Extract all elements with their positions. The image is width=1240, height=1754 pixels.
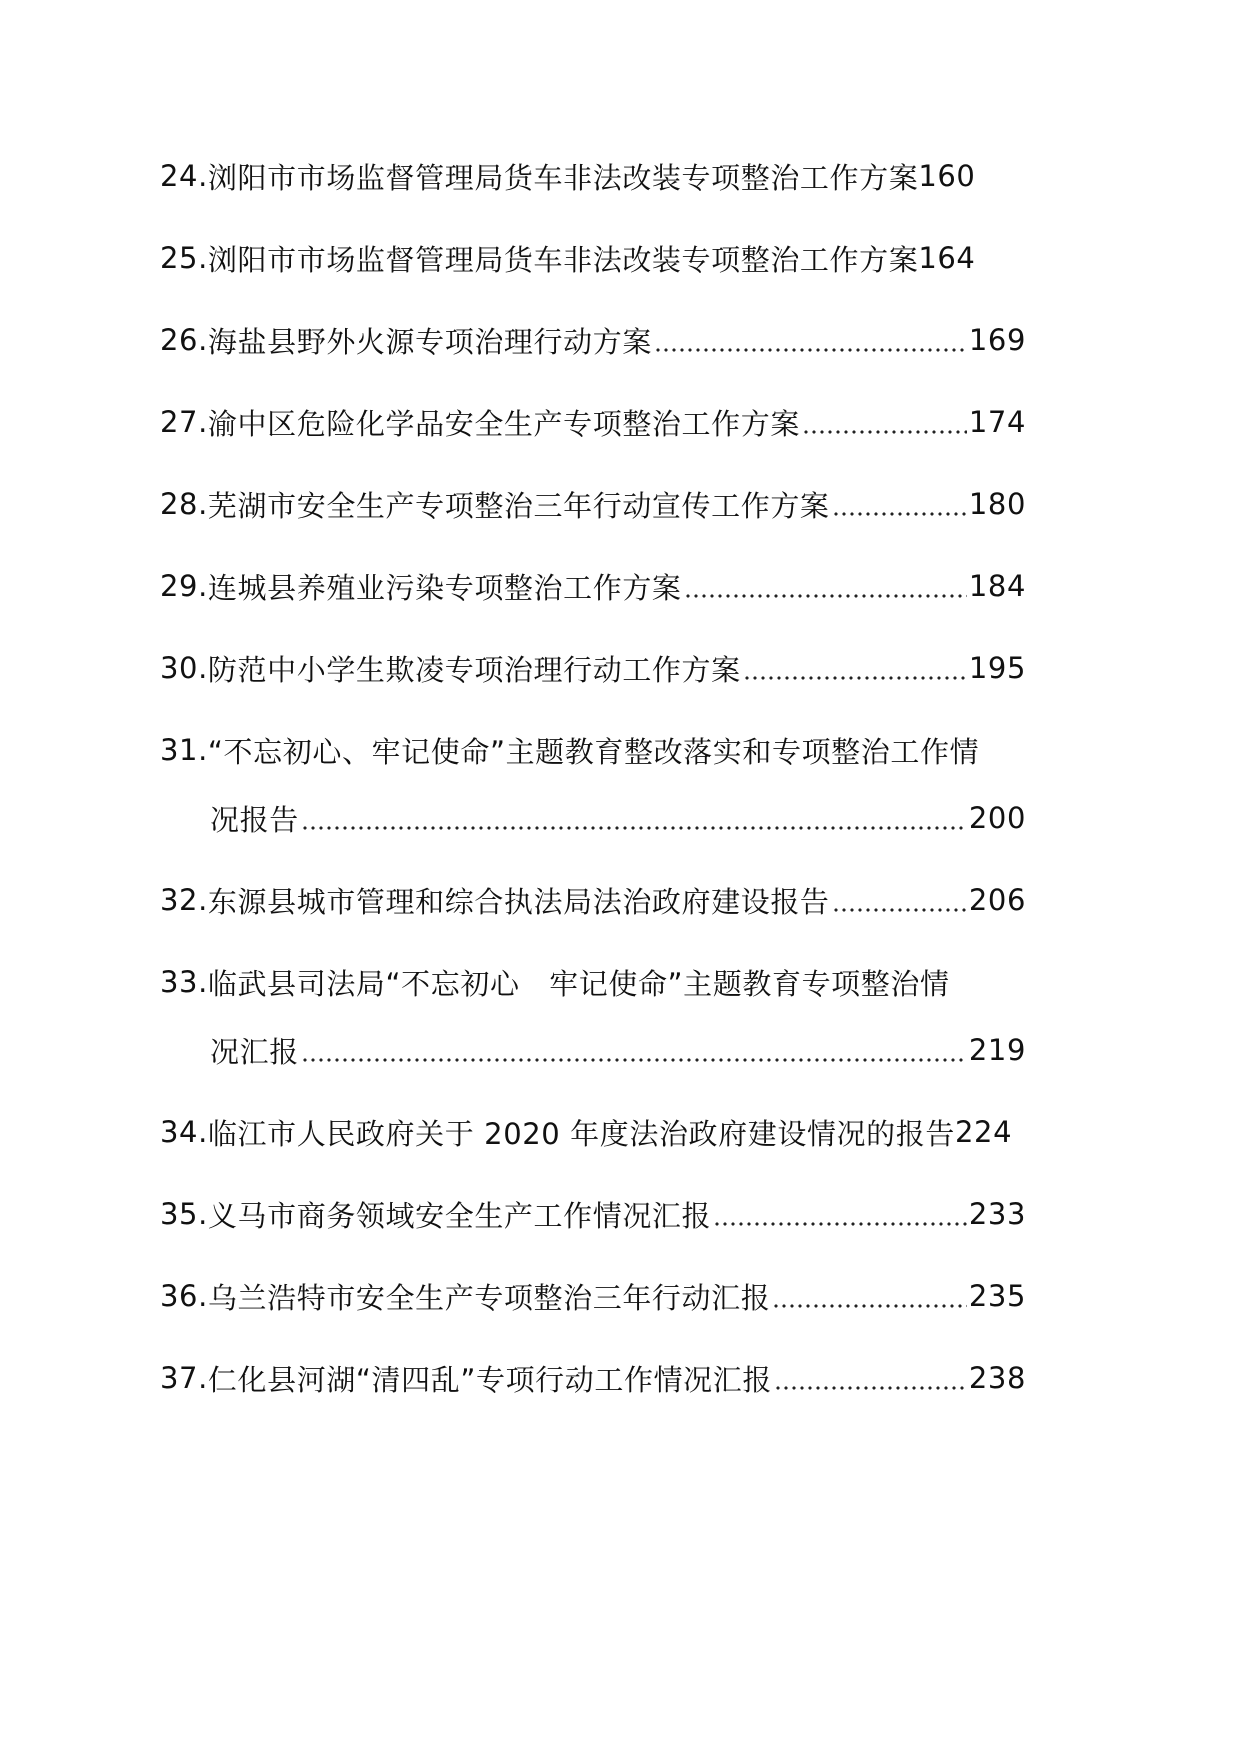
entry-page-number: 160 (918, 159, 976, 193)
entry-page-number: 233 (968, 1197, 1026, 1231)
entry-page-number: 169 (968, 323, 1026, 357)
entry-page-number: 224 (954, 1115, 1013, 1149)
toc-entry-37 (160, 1348, 1026, 1408)
entry-title: 乌兰浩特市安全生产专项整治三年行动汇报 (207, 1280, 771, 1315)
entry-number: 25. (160, 241, 208, 275)
toc-entry-29 (160, 556, 1026, 616)
entry-page-number: 200 (968, 801, 1026, 835)
dot-leader (301, 1057, 967, 1063)
entry-title: 渝中区危险化学品安全生产专项整治工作方案 (207, 406, 800, 441)
entry-number: 26. (160, 323, 208, 357)
entry-title: “不忘初心、牢记使命”主题教育整改落实和专项整治工作情 (207, 734, 980, 769)
dot-leader (832, 907, 967, 913)
entry-title: 连城县养殖业污染专项整治工作方案 (207, 570, 682, 605)
dot-leader (802, 429, 967, 435)
toc-entry-36 (160, 1266, 1026, 1326)
dot-leader (684, 593, 967, 599)
dot-leader (301, 825, 967, 831)
entry-title: 义马市商务领域安全生产工作情况汇报 (207, 1198, 712, 1233)
dot-leader (654, 347, 967, 353)
entry-page-number: 195 (968, 651, 1026, 685)
entry-title: 东源县城市管理和综合执法局法治政府建设报告 (207, 884, 830, 919)
toc-entry-32 (160, 870, 1026, 930)
entry-number: 24. (160, 159, 208, 193)
entry-title: 海盐县野外火源专项治理行动方案 (207, 324, 652, 359)
entry-title: 防范中小学生欺凌专项治理行动工作方案 (207, 652, 741, 687)
entry-number: 28. (160, 487, 208, 521)
dot-leader (832, 511, 967, 517)
entry-number: 35. (160, 1197, 208, 1231)
entry-title: 浏阳市市场监督管理局货车非法改装专项整治工作方案 (207, 242, 919, 277)
entry-title: 浏阳市市场监督管理局货车非法改装专项整治工作方案 (207, 160, 919, 195)
entry-number: 30. (160, 651, 208, 685)
entry-number: 36. (160, 1279, 208, 1313)
toc-entry-35 (160, 1184, 1026, 1244)
entry-page-number: 235 (968, 1279, 1026, 1313)
toc-entry-26 (160, 310, 1026, 370)
entry-title: 芜湖市安全生产专项整治三年行动宣传工作方案 (207, 488, 830, 523)
entry-page-number: 164 (918, 241, 976, 275)
entry-page-number: 174 (968, 405, 1026, 439)
entry-page-number: 184 (968, 569, 1026, 603)
toc-entry-25 (160, 228, 1105, 288)
entry-number: 29. (160, 569, 208, 603)
entry-page-number: 238 (968, 1361, 1026, 1395)
toc-entry-34 (160, 1102, 1120, 1162)
toc-entry-24 (160, 146, 1105, 206)
entry-title: 仁化县河湖“清四乱”专项行动工作情况汇报 (207, 1362, 772, 1397)
toc-entry-31 (160, 720, 1160, 780)
entry-number: 27. (160, 405, 208, 439)
entry-title: 临武县司法局“不忘初心 牢记使命”主题教育专项整治情 (207, 966, 950, 1001)
entry-page-number: 206 (968, 883, 1026, 917)
dot-leader (713, 1221, 967, 1227)
entry-number: 37. (160, 1361, 208, 1395)
toc-entry-33 (160, 952, 1160, 1012)
toc-entry-27 (160, 392, 1026, 452)
toc-entry-28 (160, 474, 1026, 534)
dot-leader (774, 1385, 967, 1391)
entry-title: 临江市人民政府关于 2020 年度法治政府建设情况的报告 (207, 1116, 955, 1151)
entry-page-number: 180 (968, 487, 1026, 521)
entry-page-number: 219 (968, 1033, 1026, 1067)
entry-number: 34. (160, 1115, 208, 1149)
entry-title-continuation: 况报告 (210, 802, 299, 837)
entry-number: 31. (160, 733, 208, 767)
entry-number: 32. (160, 883, 208, 917)
toc-entry-30 (160, 638, 1026, 698)
toc-entry-33-continuation (210, 1020, 1026, 1080)
dot-leader (772, 1303, 967, 1309)
entry-number: 33. (160, 965, 208, 999)
entry-title-continuation: 况汇报 (210, 1034, 299, 1069)
toc-entry-31-continuation (210, 788, 1026, 848)
dot-leader (743, 675, 967, 681)
